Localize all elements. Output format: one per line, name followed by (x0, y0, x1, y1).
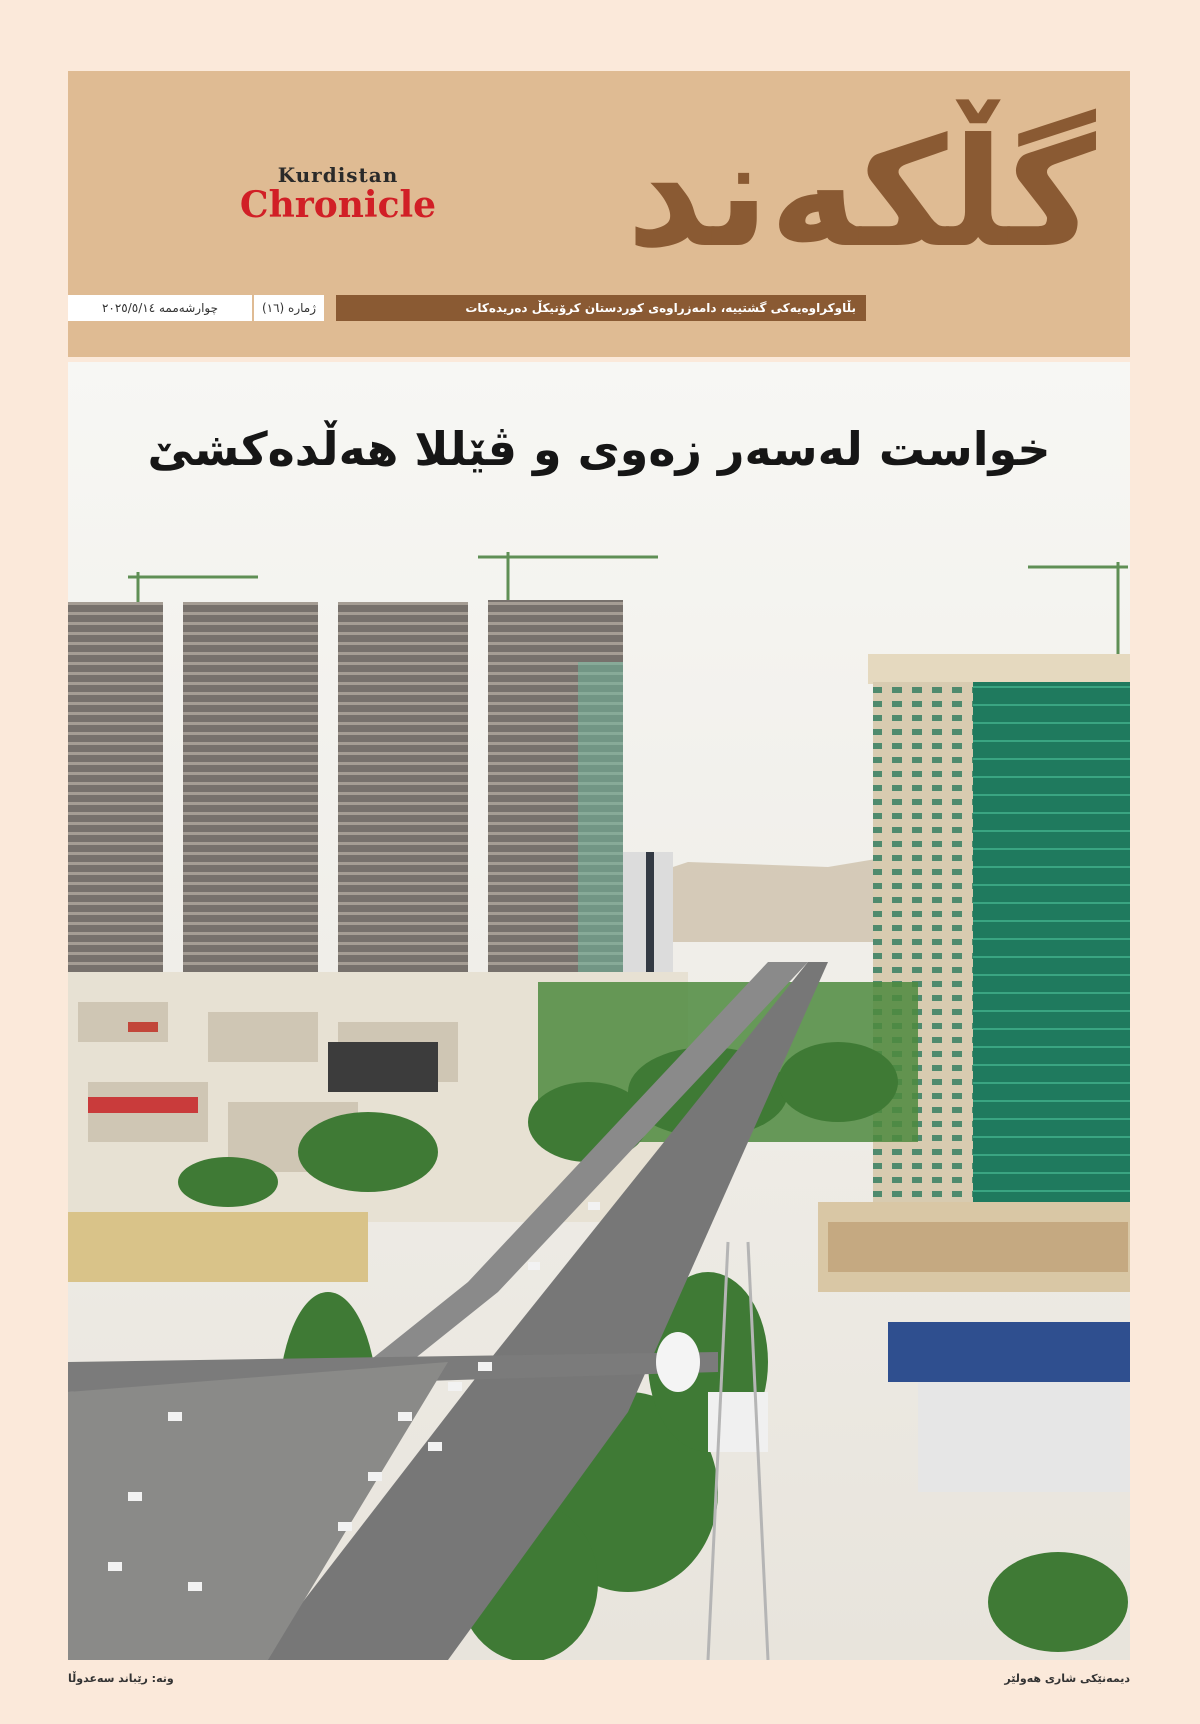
city-skyline-illustration (68, 362, 1130, 1660)
logo-line-chronicle: Chronicle (239, 184, 437, 226)
brand-title: گڵکەند (626, 107, 1096, 281)
cover-headline: خواست لەسەر زەوی و ڤێللا هەڵدەکشێ (147, 422, 1051, 476)
info-bar (68, 295, 868, 321)
photo-caption: دیمەنێکی شاری هەولێر (1004, 1672, 1130, 1685)
cover-photo (68, 362, 1130, 1660)
tower-group (68, 600, 673, 982)
logo-line-kurdistan: Kurdistan (277, 163, 399, 187)
author-credit: وتە: رێباند سەعدوڵا (68, 1672, 174, 1685)
masthead (68, 71, 1130, 357)
issue-number: ژمارە (١٦) (252, 295, 324, 321)
issue-date: چوارشەممە ٢٠٢٥/٥/١٤ (68, 295, 252, 321)
tagline: بڵاوکراوەیەکی گشتییە، دامەزراوەی کوردستان کرۆنیکڵ دەریدەکات (336, 295, 866, 321)
kurdistan-chronicle-logo[interactable] (218, 163, 458, 226)
